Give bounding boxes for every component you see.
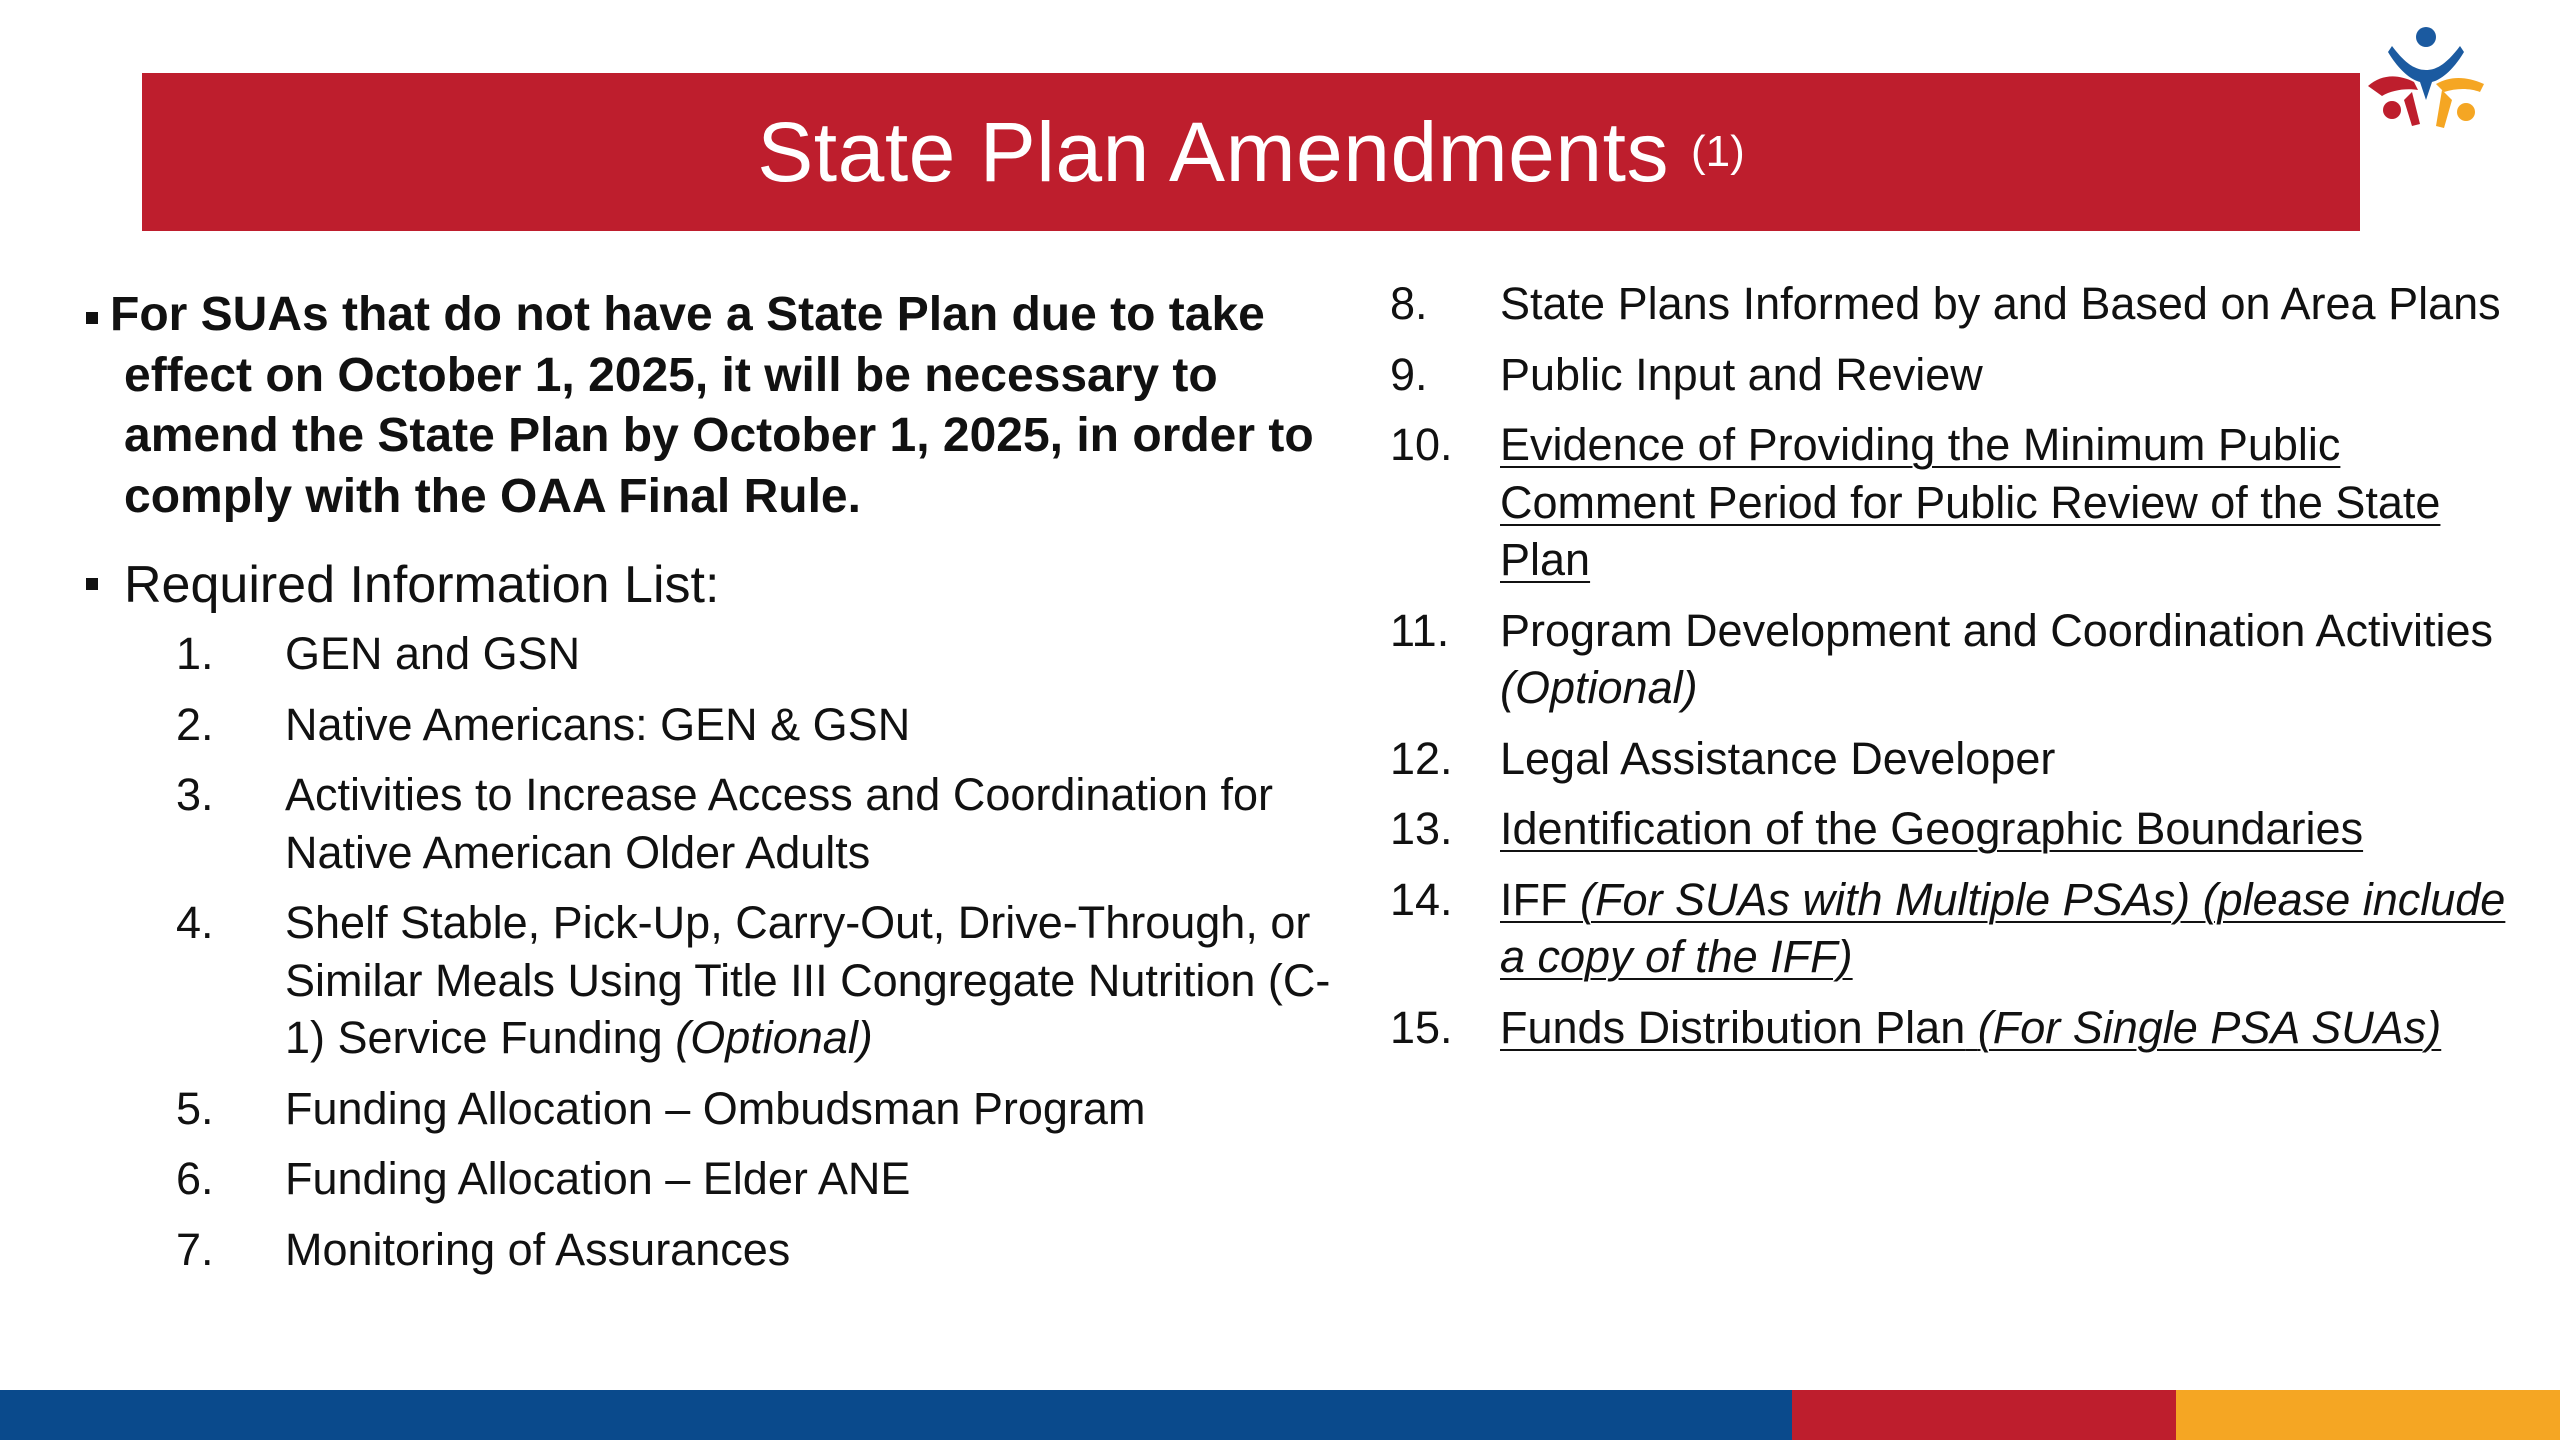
list-number: 7. [176, 1223, 214, 1275]
list-text-optional: (Optional) [1500, 662, 1698, 713]
footer-stripe-red [1792, 1390, 2176, 1440]
slide-title-suffix: (1) [1690, 127, 1745, 176]
footer-stripe [0, 1390, 2560, 1440]
list-number: 2. [176, 698, 214, 750]
list-text: State Plans Informed by and Based on Area Plans [1500, 278, 2501, 329]
footer-stripe-blue [0, 1390, 1792, 1440]
list-item [82, 696, 1332, 754]
list-item [82, 766, 1332, 881]
list-number: 15. [1390, 1001, 1453, 1053]
list-item [1390, 730, 2540, 788]
list-text: GEN and GSN [285, 628, 581, 679]
list-text: Funding Allocation – Elder ANE [285, 1153, 911, 1204]
bullet-item [82, 285, 1332, 527]
list-text: IFF [1500, 873, 1568, 925]
list-number: 12. [1390, 732, 1453, 784]
list-number: 6. [176, 1153, 214, 1204]
list-link-evidence-public-comment[interactable]: Evidence of Providing the Minimum Public Comment Period for Public Review of the State Plan [1500, 419, 2441, 585]
list-text: Funds Distribution Plan [1500, 1001, 1966, 1053]
list-text: Program Development and Coordination Activities [1500, 604, 2494, 656]
required-info-list-left [82, 625, 1332, 1278]
list-item [82, 1080, 1332, 1138]
list-item [82, 894, 1332, 1067]
list-number: 13. [1390, 803, 1453, 854]
list-item [82, 1221, 1332, 1279]
bullet-text-intro: For SUAs that do not have a State Plan due to take effect on October 1, 2025, it will be necessary to amend the State Plan by October 1, 2025, in order to comply with the OAA Final Rule. [110, 288, 1314, 523]
title-bar [142, 73, 2360, 231]
list-text: Monitoring of Assurances [285, 1223, 791, 1275]
list-text: Funding Allocation – Ombudsman Program [285, 1082, 1146, 1134]
people-figures-logo-icon [2362, 26, 2492, 136]
list-number: 4. [176, 897, 214, 948]
list-text-note: (For Single PSA SUAs) [1977, 1001, 2442, 1053]
left-column [82, 285, 1332, 1291]
list-text: Activities to Increase Access and Coordination for Native American Older Adults [285, 769, 1274, 878]
list-link-geographic-boundaries[interactable]: Identification of the Geographic Boundaries [1500, 803, 2364, 854]
required-info-list-right [1390, 275, 2540, 1069]
slide-title: State Plan Amendments [757, 104, 1669, 199]
list-item [1390, 800, 2540, 858]
list-number: 10. [1390, 419, 1453, 470]
list-item [1390, 416, 2540, 589]
list-text: Native Americans: GEN & GSN [285, 698, 911, 750]
list-link-iff[interactable] [1500, 871, 2540, 986]
bullet-square-icon [86, 312, 98, 324]
bullet-item [82, 555, 1332, 615]
bullet-square-icon [86, 578, 98, 590]
bullet-text-required-list: Required Information List: [124, 556, 720, 614]
list-item [82, 625, 1332, 683]
list-text-optional: (Optional) [675, 1012, 873, 1063]
list-link-funds-distribution-plan[interactable] [1500, 999, 2540, 1057]
list-number: 3. [176, 769, 214, 820]
list-item [82, 1150, 1332, 1208]
list-item [1390, 275, 2540, 333]
list-number: 11. [1390, 604, 1450, 656]
list-text: Public Input and Review [1500, 348, 1983, 400]
list-item [1390, 871, 2540, 986]
list-text-note: (For SUAs with Multiple PSAs) (please include a copy of the IFF) [1500, 873, 2506, 982]
list-number: 8. [1390, 278, 1428, 329]
list-number: 1. [176, 628, 214, 679]
list-item [1390, 346, 2540, 404]
list-text-wrapper [1500, 602, 2540, 717]
list-number: 14. [1390, 873, 1453, 925]
list-text: Legal Assistance Developer [1500, 732, 2056, 784]
list-text: Shelf Stable, Pick-Up, Carry-Out, Drive-Through, or Similar Meals Using Title III Congregate Nutrition (C-1) Service Funding [285, 897, 1331, 1063]
list-number: 5. [176, 1082, 214, 1134]
footer-stripe-orange [2176, 1390, 2560, 1440]
list-item [1390, 602, 2540, 717]
list-item [1390, 999, 2540, 1057]
list-number: 9. [1390, 348, 1428, 400]
list-text-wrapper [285, 894, 1332, 1067]
